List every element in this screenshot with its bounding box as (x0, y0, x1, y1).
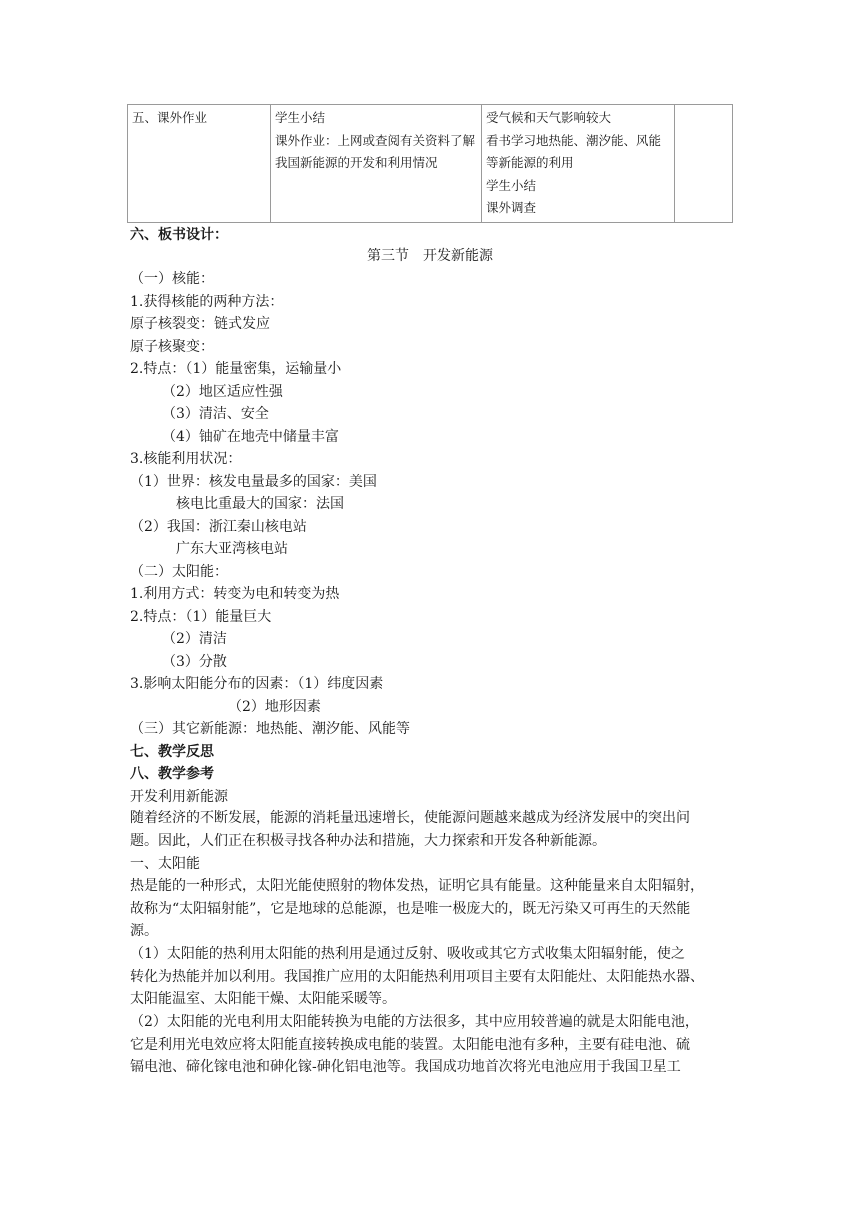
board-line: （2）地形因素 (228, 699, 321, 715)
reference-subtitle: 开发利用新能源 (130, 789, 228, 805)
board-line: （2）清洁 (162, 631, 227, 647)
paragraph-line: （1）太阳能的热利用太阳能的热利用是通过反射、吸收或其它方式收集太阳辐射能，使之 (130, 946, 685, 962)
solar-section-title: 一、太阳能 (130, 856, 200, 872)
paragraph-line: 随着经济的不断发展，能源的消耗量迅速增长，使能源问题越来越成为经济发展中的突出问 (130, 810, 690, 826)
paragraph-line: 热是能的一种形式，太阳光能使照射的物体发热，证明它具有能量。这种能量来自太阳辐射， (130, 878, 704, 894)
cell-text: 等新能源的利用 (486, 155, 574, 170)
board-line: （3）分散 (162, 654, 227, 670)
board-title: 第三节 开发新能源 (367, 248, 493, 264)
table-cell-stage (128, 105, 271, 223)
board-line: 核电比重最大的国家：法国 (176, 496, 344, 512)
solar-photovoltaic-paragraph (130, 1011, 734, 1079)
board-line: 2.特点：（1）能量密集，运输量小 (130, 361, 342, 377)
section-heading-reference: 八、教学参考 (130, 766, 214, 782)
board-line: （二）太阳能： (130, 564, 228, 580)
board-line: 广东大亚湾核电站 (176, 541, 288, 557)
section-heading-board-design: 六、板书设计： (130, 227, 228, 243)
cell-text: 课外作业：上网或查阅有关资料了解 (275, 132, 476, 148)
board-line: （1）世界：核发电量最多的国家：美国 (130, 474, 377, 490)
board-line: （3）清洁、安全 (162, 406, 269, 422)
table-row (128, 105, 733, 223)
board-line: 3.影响太阳能分布的因素：（1）纬度因素 (130, 676, 384, 692)
paragraph-line: 太阳能温室、太阳能干燥、太阳能采暖等。 (130, 991, 396, 1007)
paragraph-line: 源。 (130, 923, 158, 939)
board-line: 3.核能利用状况： (130, 451, 242, 467)
cell-text: 学生小结 (275, 110, 326, 125)
section-heading-reflection: 七、教学反思 (130, 744, 214, 760)
board-line: （2）我国：浙江秦山核电站 (130, 519, 307, 535)
board-line: 原子核聚变： (130, 339, 214, 355)
paragraph-line: 转化为热能并加以利用。我国推广应用的太阳能热利用项目主要有太阳能灶、太阳能热水器、 (130, 968, 704, 985)
table-cell-student-activity (482, 105, 675, 223)
cell-text: 看书学习地热能、潮汐能、风能 (486, 132, 662, 148)
board-line: 原子核裂变：链式发应 (130, 316, 270, 332)
table-cell-notes (675, 105, 733, 223)
solar-thermal-paragraph (130, 943, 734, 1011)
board-line: 1.利用方式：转变为电和转变为热 (130, 586, 340, 602)
cell-text: 受气候和天气影响较大 (486, 110, 612, 125)
table-cell-teacher-activity (271, 105, 482, 223)
board-line: 1.获得核能的两种方法： (130, 294, 284, 310)
cell-text: 五、课外作业 (132, 110, 208, 125)
reference-intro-paragraph (130, 807, 734, 852)
paragraph-line: 题。因此，人们正在积极寻找各种办法和措施，大力探索和开发各种新能源。 (130, 832, 606, 849)
board-line: （一）核能： (130, 271, 214, 287)
paragraph-line: 故称为“太阳辐射能”，它是地球的总能源，也是唯一极庞大的，既无污染又可再生的天然能 (130, 900, 691, 917)
paragraph-line: （2）太阳能的光电利用太阳能转换为电能的方法很多，其中应用较普遍的就是太阳能电池， (130, 1014, 699, 1030)
paragraph-line: 它是利用光电效应将太阳能直接转换成电能的装置。太阳能电池有多种，主要有硅电池、硫 (130, 1036, 690, 1053)
board-line: （三）其它新能源：地热能、潮汐能、风能等 (130, 721, 410, 737)
board-line: （2）地区适应性强 (162, 384, 283, 400)
cell-text: 我国新能源的开发和利用情况 (275, 155, 438, 170)
paragraph-line: 镉电池、碲化镓电池和砷化镓-砷化铝电池等。我国成功地首次将光电池应用于我国卫星工 (130, 1059, 681, 1075)
board-line: 2.特点：（1）能量巨大 (130, 609, 272, 625)
solar-intro-paragraph (130, 875, 734, 943)
cell-text: 学生小结 (486, 177, 537, 193)
board-line: （4）铀矿在地壳中储量丰富 (162, 429, 339, 445)
cell-text: 课外调查 (486, 200, 537, 215)
lesson-table (127, 104, 733, 223)
